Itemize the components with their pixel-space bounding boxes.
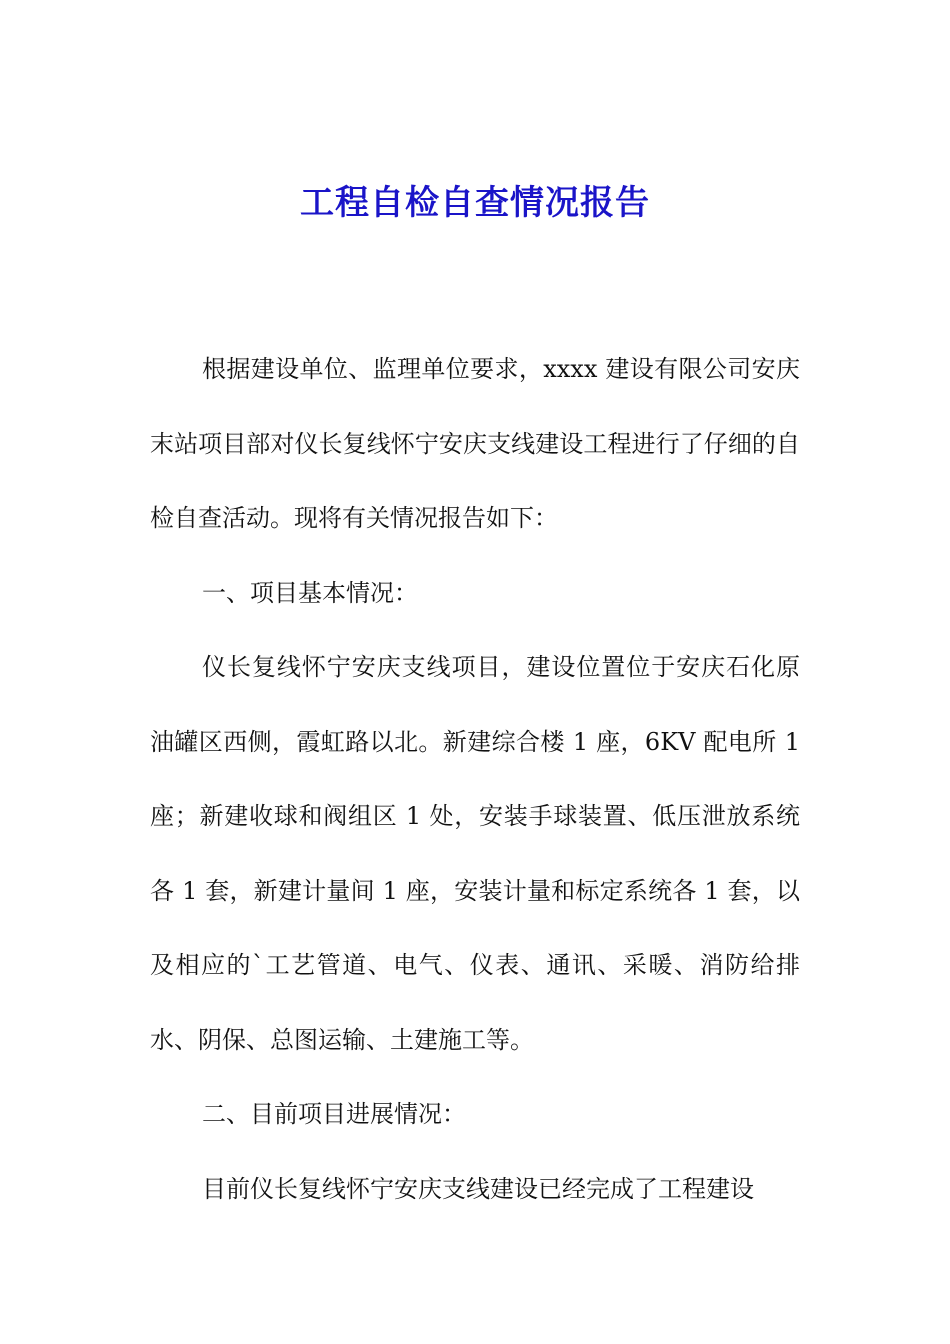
intro-paragraph: 根据建设单位、监理单位要求，xxxx 建设有限公司安庆末站项目部对仪长复线怀宁安庆支线建设工程进行了仔细的自检自查活动。现将有关情况报告如下： (150, 355, 800, 532)
section-heading-progress: 二、目前项目进展情况： (202, 1100, 466, 1128)
project-overview-paragraph: 仪长复线怀宁安庆支线项目，建设位置位于安庆石化原油罐区西侧，霞虹路以北。新建综合楼 1 座，6KV 配电所 1 座；新建收球和阀组区 1 处，安装手球装置、低压泄放系统各 1 套，新建计量间 1 座，安装计量和标定系统各 1 套，以及相应的`工艺管道、电气、仪表、通讯、采暖、消防给排水、阴保、总图运输、土建施工等。 (150, 653, 800, 1054)
document-title: 工程自检自查情况报告 (300, 183, 650, 223)
progress-paragraph: 目前仪长复线怀宁安庆支线建设已经完成了工程建设 (202, 1174, 754, 1203)
section-heading-project-overview: 一、项目基本情况： (202, 578, 418, 607)
document-body (150, 332, 800, 1226)
